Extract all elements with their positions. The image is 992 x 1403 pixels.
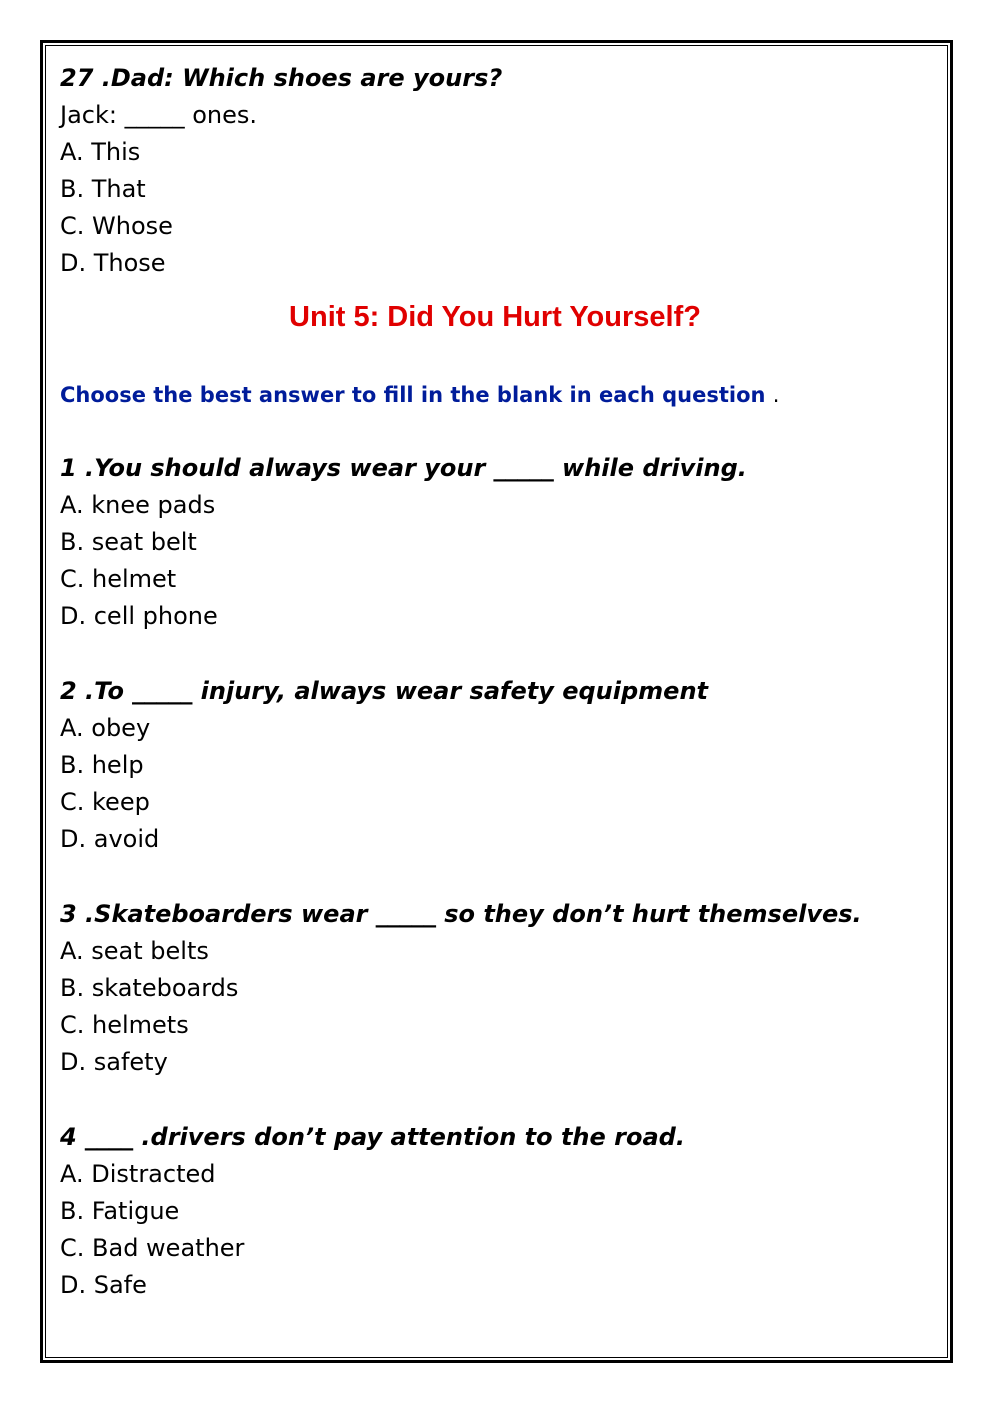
option-b: B. seat belt (60, 528, 197, 556)
option-a: A. This (60, 138, 141, 166)
option-c: C. Whose (60, 212, 173, 240)
unit-title: Unit 5: Did You Hurt Yourself? (289, 301, 701, 333)
question-stem: 1 .You should always wear your _____ while driving. (60, 454, 747, 482)
option-b: B. Fatigue (60, 1197, 180, 1225)
option-d: D. Safe (60, 1271, 147, 1299)
question-stem: 3 .Skateboarders wear _____ so they don’t hurt themselves. (60, 900, 862, 928)
option-a: A. seat belts (60, 937, 209, 965)
question-4 (60, 1119, 930, 1304)
worksheet-content (60, 60, 930, 1304)
spacer (60, 858, 930, 896)
option-c: C. keep (60, 788, 150, 816)
option-d: D. Those (60, 249, 166, 277)
option-c: C. helmet (60, 565, 177, 593)
option-b: B. That (60, 175, 146, 203)
option-c: C. helmets (60, 1011, 189, 1039)
question-dialogue-line: Jack: _____ ones. (60, 101, 258, 129)
option-a: A. Distracted (60, 1160, 216, 1188)
spacer (60, 635, 930, 673)
spacer (60, 1081, 930, 1119)
question-1 (60, 450, 930, 635)
question-2 (60, 673, 930, 858)
option-d: D. avoid (60, 825, 160, 853)
question-stem: 2 .To _____ injury, always wear safety equipment (60, 677, 708, 705)
question-stem: 27 .Dad: Which shoes are yours? (60, 64, 503, 92)
option-a: A. knee pads (60, 491, 216, 519)
option-a: A. obey (60, 714, 151, 742)
instruction-text: Choose the best answer to fill in the blank in each question (60, 383, 766, 407)
question-3 (60, 896, 930, 1081)
question-27 (60, 60, 930, 282)
option-b: B. help (60, 751, 144, 779)
question-stem: 4 ____ .drivers don’t pay attention to the road. (60, 1123, 685, 1151)
instruction-line (60, 380, 930, 410)
option-d: D. safety (60, 1048, 168, 1076)
option-d: D. cell phone (60, 602, 218, 630)
option-c: C. Bad weather (60, 1234, 245, 1262)
instruction-period: . (772, 383, 780, 407)
option-b: B. skateboards (60, 974, 239, 1002)
